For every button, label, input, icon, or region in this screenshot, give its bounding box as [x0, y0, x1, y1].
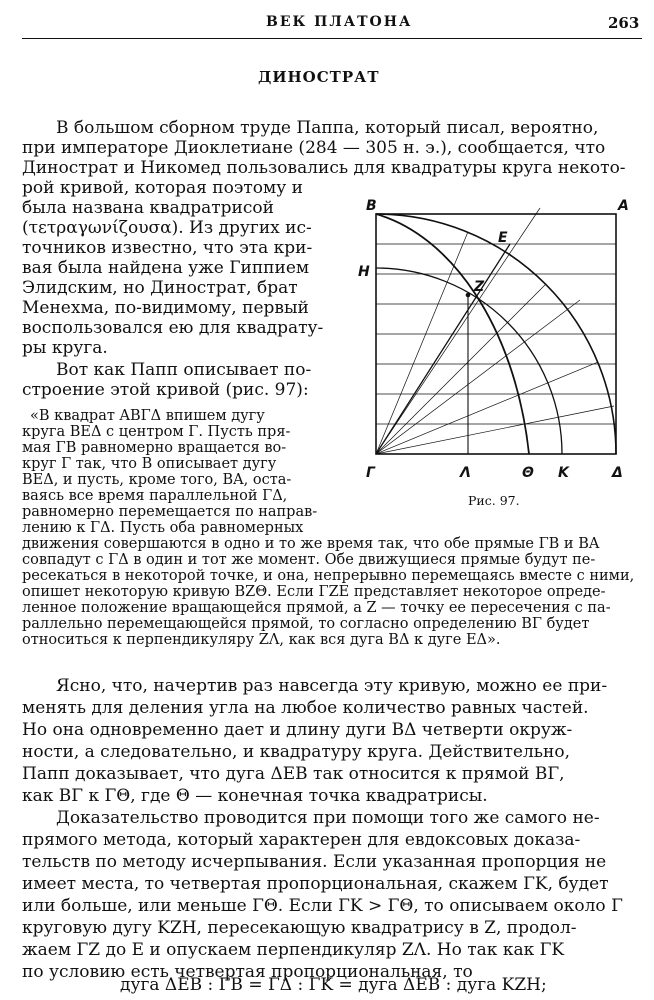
text-line: строение этой кривой (рис. 97):: [22, 380, 309, 400]
quote-line: лению к ΓΔ. Пусть оба равномерных: [22, 520, 304, 536]
label-E: E: [498, 230, 508, 246]
text-line: Ясно, что, начертив раз навсегда эту кривую, можно ее при-: [56, 676, 608, 696]
text-line: (τετραγωνίζουσα). Из других ис-: [22, 218, 312, 238]
text-line: менять для деления угла на любое количество равных частей.: [22, 698, 589, 718]
text-line: как ΒΓ к ΓΘ, где Θ — конечная точка квадратрисы.: [22, 786, 488, 806]
quote-line: совпадут с ΓΔ в один и тот же момент. Обе движущиеся прямые будут пе-: [22, 552, 596, 568]
label-Lambda: Λ: [460, 465, 471, 481]
text-line: воспользовался ею для квадрату-: [22, 318, 324, 338]
line-GZE: [376, 244, 510, 454]
text-line: имеет места, то четвертая пропорциональная, скажем ΓΚ, будет: [22, 874, 609, 894]
quote-line: ваясь все время параллельной ΓΔ,: [22, 488, 288, 504]
text-line: или больше, или меньше ΓΘ. Если ΓΚ > ΓΘ, то описываем около Γ: [22, 896, 623, 916]
quote-line: «В квадрат ΑΒΓΔ впишем дугу: [30, 408, 265, 424]
quote-line: ресекаться в некоторой точке, и она, непрерывно перемещаясь вместе с ними,: [22, 568, 635, 584]
label-H: H: [358, 264, 370, 280]
text-line: при императоре Диоклетиане (284 — 305 н. э.), сообщается, что: [22, 138, 606, 158]
text-line: Элидским, но Динострат, брат: [22, 278, 298, 298]
text-line: Папп доказывает, что дуга ΔΕΒ так относится к прямой ΒΓ,: [22, 764, 565, 784]
text-line: Доказательство проводится при помощи того же самого не-: [56, 808, 600, 828]
text-line: тельств по методу исчерпывания. Если указанная пропорция не: [22, 852, 607, 872]
formula: дуга ΔΕΒ : ΓΒ = ΓΔ : ΓΚ = дуга ΔΕΒ : дуга ΚΖΗ;: [120, 975, 547, 995]
header-rule: [22, 38, 642, 39]
quote-line: опишет некоторую кривую ΒΖΘ. Если ΓΖΕ представляет некоторое опреде-: [22, 584, 606, 600]
figure-caption: Рис. 97.: [468, 493, 520, 508]
text-line: ры круга.: [22, 338, 108, 358]
point-Z: [466, 293, 471, 298]
text-line: В большом сборном труде Паппа, который писал, вероятно,: [56, 118, 599, 138]
text-line: Динострат и Никомед пользовались для квадратуры круга некото-: [22, 158, 626, 178]
text-line: ности, а следовательно, и квадратуру круга. Действительно,: [22, 742, 570, 762]
label-Z: Z: [474, 279, 485, 295]
quote-line: круг Γ так, что Β описывает дугу: [22, 456, 277, 472]
label-Theta: Θ: [522, 465, 534, 481]
text-line: жаем ΓΖ до Ε и опускаем перпендикуляр ΖΛ. Но так как ΓΚ: [22, 940, 565, 960]
text-line: по условию есть четвертая пропорциональная, то: [22, 962, 473, 982]
text-line: круговую дугу ΚΖΗ, пересекающую квадратрису в Ζ, продол-: [22, 918, 577, 938]
text-line: Но она одновременно дает и длину дуги ΒΔ четверти окруж-: [22, 720, 573, 740]
quote-line: движения совершаются в одно и то же время так, что обе прямые ΓΒ и ΒΑ: [22, 536, 600, 552]
text-line: точников известно, что эта кри-: [22, 238, 313, 258]
page-number: 263: [608, 14, 640, 32]
label-K: K: [558, 465, 569, 481]
text-line: вая была найдена уже Гиппием: [22, 258, 310, 278]
running-header-title: ВЕК ПЛАТОНА: [266, 14, 413, 30]
label-Gamma: Γ: [366, 465, 375, 481]
quote-line: равномерно перемещается по направ-: [22, 504, 318, 520]
quote-line: круга ΒΕΔ с центром Γ. Пусть пря-: [22, 424, 291, 440]
section-title: ДИНОСТРАТ: [258, 68, 380, 86]
label-A: A: [618, 198, 629, 214]
text-line: Вот как Папп описывает по-: [56, 360, 312, 380]
quote-line: раллельно перемещающейся прямой, то согласно определению ΒΓ будет: [22, 616, 590, 632]
quote-line: относиться к перпендикуляру ΖΛ, как вся дуга ΒΔ к дуге ΕΔ».: [22, 632, 501, 648]
text-line: прямого метода, который характерен для евдоксовых доказа-: [22, 830, 581, 850]
text-line: была названа квадратрисой: [22, 198, 274, 218]
text-line: Менехма, по-видимому, первый: [22, 298, 309, 318]
label-B: B: [366, 198, 377, 214]
quote-line: ленное положение вращающейся прямой, а Ζ — точку ее пересечения с па-: [22, 600, 611, 616]
text-line: рой кривой, которая поэтому и: [22, 178, 303, 198]
quadratrix-figure: [350, 190, 640, 490]
quote-line: ΒΕΔ, и пусть, кроме того, ΒΑ, оста-: [22, 472, 292, 488]
quote-line: мая ΓΒ равномерно вращается во-: [22, 440, 287, 456]
label-Delta: Δ: [612, 465, 623, 481]
